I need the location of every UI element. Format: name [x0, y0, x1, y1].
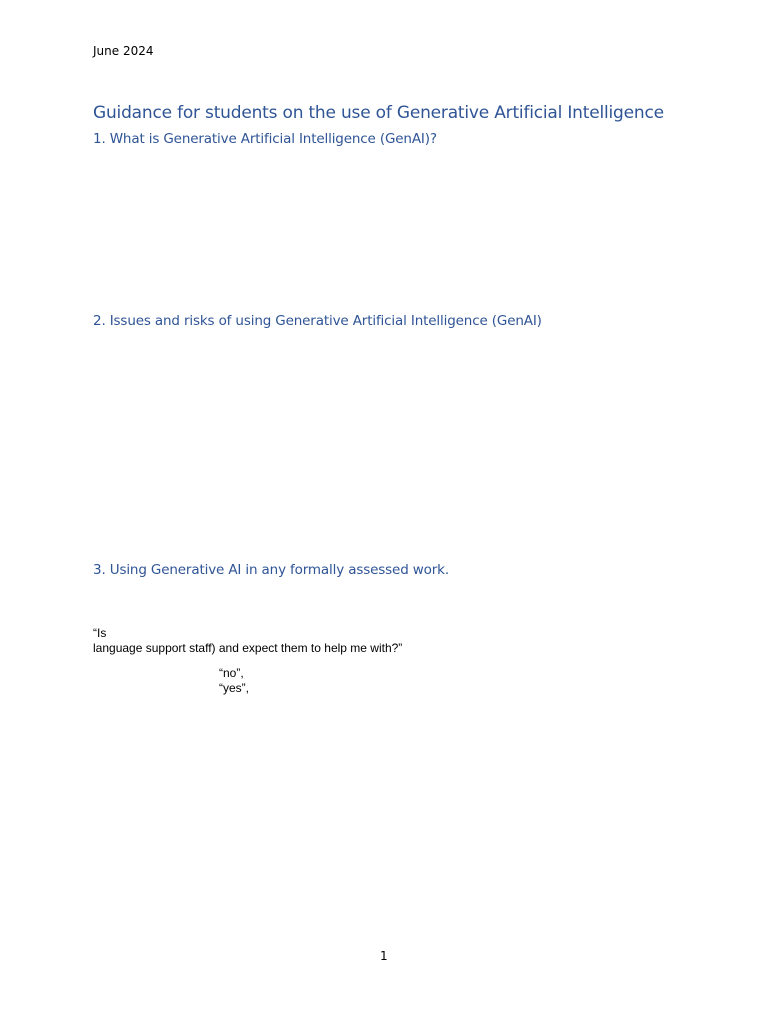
document-date: June 2024 [93, 44, 154, 58]
section-heading-1: 1. What is Generative Artificial Intelligence (GenAI)? [93, 131, 437, 147]
section-heading-2: 2. Issues and risks of using Generative Artificial Intelligence (GenAI) [93, 313, 542, 329]
question-line-2: language support staff) and expect them to help me with?” [93, 641, 403, 655]
page-number: 1 [380, 949, 388, 963]
answer-yes: “yes”, [219, 681, 249, 695]
question-line-1: “Is [93, 626, 107, 640]
answer-no: “no”, [219, 666, 244, 680]
section-heading-3: 3. Using Generative AI in any formally assessed work. [93, 562, 449, 578]
document-title: Guidance for students on the use of Generative Artificial Intelligence [93, 103, 664, 123]
